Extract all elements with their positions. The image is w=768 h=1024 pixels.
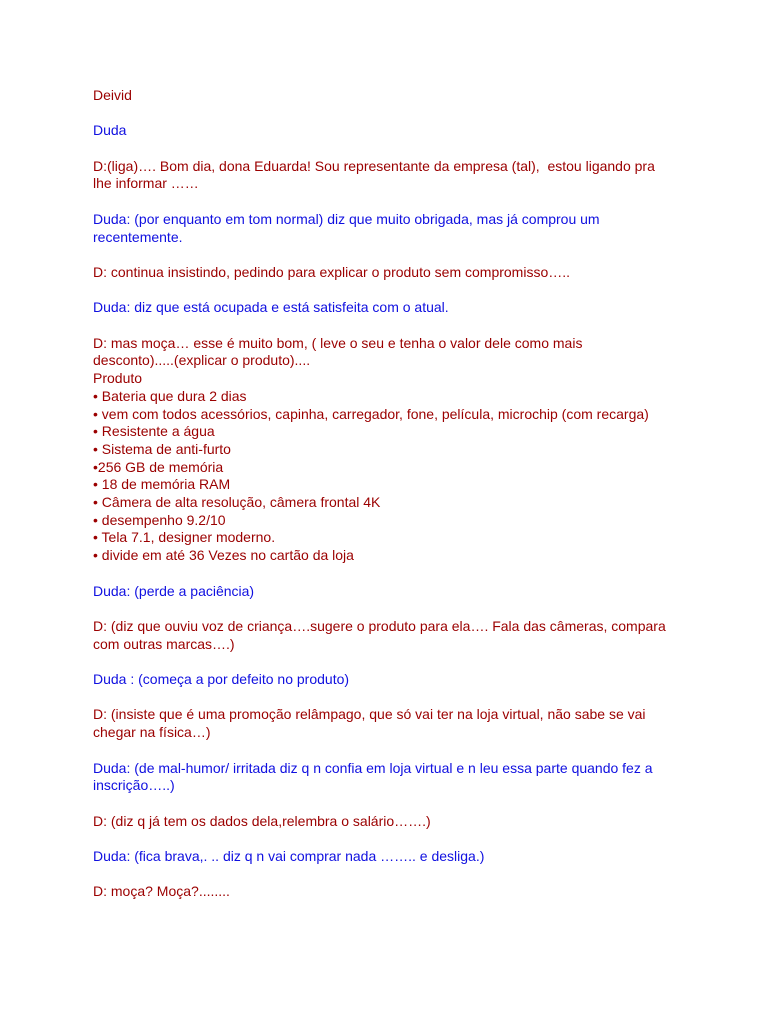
text-line: Duda: (perde a paciência) bbox=[93, 582, 255, 599]
deivid-line-paragraph bbox=[93, 813, 683, 831]
text-line: D: mas moça… esse é muito bom, ( leve o seu e tenha o valor dele como mais bbox=[93, 334, 583, 351]
duda-line-paragraph bbox=[93, 848, 683, 866]
deivid-line-paragraph bbox=[93, 87, 683, 105]
duda-line-paragraph bbox=[93, 671, 683, 689]
duda-line-paragraph bbox=[93, 583, 683, 601]
text-line: D: continua insistindo, pedindo para explicar o produto sem compromisso….. bbox=[93, 263, 571, 280]
text-line: D:(liga)…. Bom dia, dona Eduarda! Sou representante da empresa (tal), estou ligando pra bbox=[93, 157, 655, 174]
text-line: Duda: (de mal-humor/ irritada diz q n confia em loja virtual e n leu essa parte quando fez a bbox=[93, 759, 653, 776]
text-line: • desempenho 9.2/10 bbox=[93, 511, 226, 528]
duda-line-paragraph bbox=[93, 211, 683, 246]
text-line: Duda bbox=[93, 122, 127, 139]
text-line: • 18 de memória RAM bbox=[93, 476, 231, 493]
text-line: • vem com todos acessórios, capinha, carregador, fone, película, microchip (com recarga) bbox=[93, 405, 649, 422]
text-line: • Tela 7.1, designer moderno. bbox=[93, 529, 276, 546]
text-line: • Bateria que dura 2 dias bbox=[93, 387, 247, 404]
text-line: Duda: diz que está ocupada e está satisfeita com o atual. bbox=[93, 299, 449, 316]
text-line: inscrição…..) bbox=[93, 777, 175, 794]
text-line: • Resistente a água bbox=[93, 423, 215, 440]
text-line: chegar na física…) bbox=[93, 724, 211, 741]
text-line: Deivid bbox=[93, 87, 132, 103]
deivid-line-paragraph bbox=[93, 335, 683, 565]
text-line: •256 GB de memória bbox=[93, 458, 224, 475]
duda-line-paragraph bbox=[93, 760, 683, 795]
text-line: Produto bbox=[93, 370, 143, 387]
text-line: • Câmera de alta resolução, câmera frontal 4K bbox=[93, 494, 381, 511]
text-line: com outras marcas….) bbox=[93, 635, 235, 652]
deivid-line-paragraph bbox=[93, 706, 683, 741]
text-line: Duda: (por enquanto em tom normal) diz que muito obrigada, mas já comprou um bbox=[93, 210, 600, 227]
document-page bbox=[93, 87, 683, 919]
deivid-line-paragraph bbox=[93, 883, 683, 901]
text-line: recentemente. bbox=[93, 228, 183, 245]
deivid-line-paragraph bbox=[93, 264, 683, 282]
text-line: desconto).....(explicar o produto).... bbox=[93, 352, 311, 369]
text-line: D: (diz que ouviu voz de criança….sugere o produto para ela…. Fala das câmeras, compara bbox=[93, 617, 666, 634]
deivid-line-paragraph bbox=[93, 158, 683, 193]
text-line: Duda: (fica brava,. .. diz q n vai comprar nada …….. e desliga.) bbox=[93, 848, 485, 865]
text-line: D: (diz q já tem os dados dela,relembra o salário…….) bbox=[93, 812, 431, 829]
text-line: • Sistema de anti-furto bbox=[93, 440, 231, 457]
text-line: D: moça? Moça?........ bbox=[93, 883, 230, 900]
duda-line-paragraph bbox=[93, 299, 683, 317]
text-line: D: (insiste que é uma promoção relâmpago, que só vai ter na loja virtual, não sabe se vai bbox=[93, 706, 646, 723]
text-line: Duda : (começa a por defeito no produto) bbox=[93, 671, 350, 688]
duda-line-paragraph bbox=[93, 122, 683, 140]
text-line: lhe informar …… bbox=[93, 175, 199, 192]
text-line: • divide em até 36 Vezes no cartão da loja bbox=[93, 547, 354, 564]
deivid-line-paragraph bbox=[93, 618, 683, 653]
